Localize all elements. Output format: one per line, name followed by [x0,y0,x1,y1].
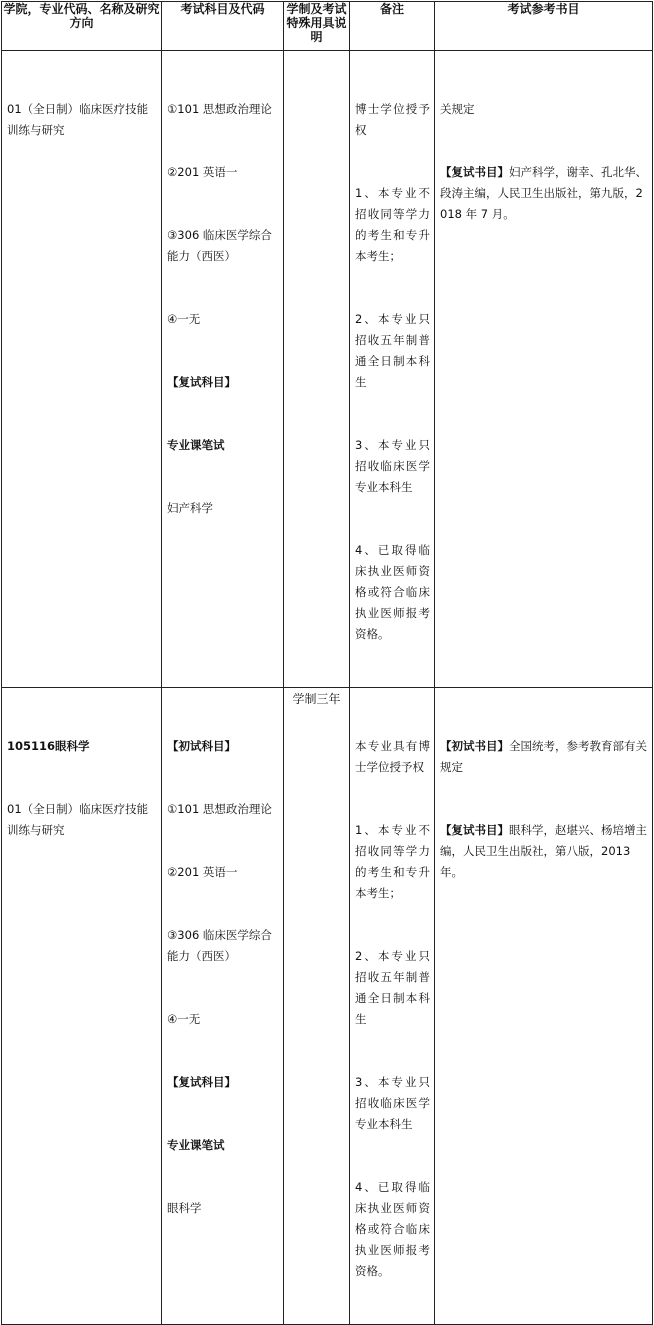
header-books: 考试参考书目 [435,2,653,51]
subject-item: ①101 思想政治理论 [167,802,272,816]
books-retest [440,820,648,883]
books-initial-text: 全国统考，参考教育部有关规定 [440,739,647,774]
note-item: 2、本专业只招收五年制普通全日制本科生 [355,312,430,389]
note-item: 1、本专业不招收同等学力的考生和专升本考生； [355,186,430,263]
retest-exam: 专业课笔试 [167,438,225,452]
note-item: 4、已取得临床执业医师资格或符合临床执业医师报考资格。 [355,1180,430,1278]
books-retest-label: 【复试书目】 [440,823,509,837]
note-item: 3、本专业只招收临床医学专业本科生 [355,1075,430,1131]
note-item: 3、本专业只招收临床医学专业本科生 [355,438,430,494]
retest-subject: 眼科学 [167,1201,202,1215]
table-row [2,688,653,1325]
books-prefix: 关规定 [440,102,475,116]
note-item: 本专业具有博士学位授予权 [355,739,430,774]
note-item: 2、本专业只招收五年制普通全日制本科生 [355,949,430,1026]
subject-item: ③306 临床医学综合能力（西医） [167,928,272,963]
subjects-cell [162,688,284,1325]
subject-item: ①101 思想政治理论 [167,102,272,116]
books-retest-text: 眼科学，赵堪兴、杨培增主编，人民卫生出版社，第八版，2013 年。 [440,823,647,879]
research-direction: 01（全日制）临床医疗技能训练与研究 [7,102,149,137]
header-notes: 备注 [350,2,435,51]
subjects-cell [162,51,284,688]
retest-subject: 妇产科学 [167,501,213,515]
note-item: 博士学位授予权 [355,102,430,137]
header-major: 学院，专业代码、名称及研究方向 [2,2,162,51]
admissions-table [1,1,653,1325]
initial-title: 【初试科目】 [167,739,236,753]
system-cell [284,51,350,688]
research-direction: 01（全日制）临床医疗技能训练与研究 [7,802,149,837]
books-initial [440,736,648,778]
note-item: 1、本专业不招收同等学力的考生和专升本考生； [355,823,430,900]
header-subjects: 考试科目及代码 [162,2,284,51]
study-system: 学制三年 [292,692,341,706]
books-initial-label: 【初试书目】 [440,739,509,753]
header-row [2,2,653,51]
retest-title: 【复试科目】 [167,1075,236,1089]
note-item: 4、已取得临床执业医师资格或符合临床执业医师报考资格。 [355,543,430,641]
books-cell [435,688,653,1325]
retest-exam: 专业课笔试 [167,1138,225,1152]
notes-cell [350,688,435,1325]
retest-title: 【复试科目】 [167,375,236,389]
books-retest-label: 【复试书目】 [440,165,509,179]
major-cell [2,51,162,688]
books-retest-text: 妇产科学，谢幸、孔北华、段涛主编，人民卫生出版社，第九版，2018 年 7 月。 [440,165,647,221]
books-cell [435,51,653,688]
major-cell [2,688,162,1325]
table-row [2,51,653,688]
header-system: 学制及考试特殊用具说明 [284,2,350,51]
subject-item: ④一无 [167,312,201,326]
notes-cell [350,51,435,688]
subject-item: ②201 英语一 [167,165,238,179]
subject-item: ②201 英语一 [167,865,238,879]
major-name: 105116眼科学 [7,739,90,753]
books-retest [440,162,648,225]
subject-item: ③306 临床医学综合能力（西医） [167,228,272,263]
system-cell [284,688,350,1325]
subject-item: ④一无 [167,1012,201,1026]
